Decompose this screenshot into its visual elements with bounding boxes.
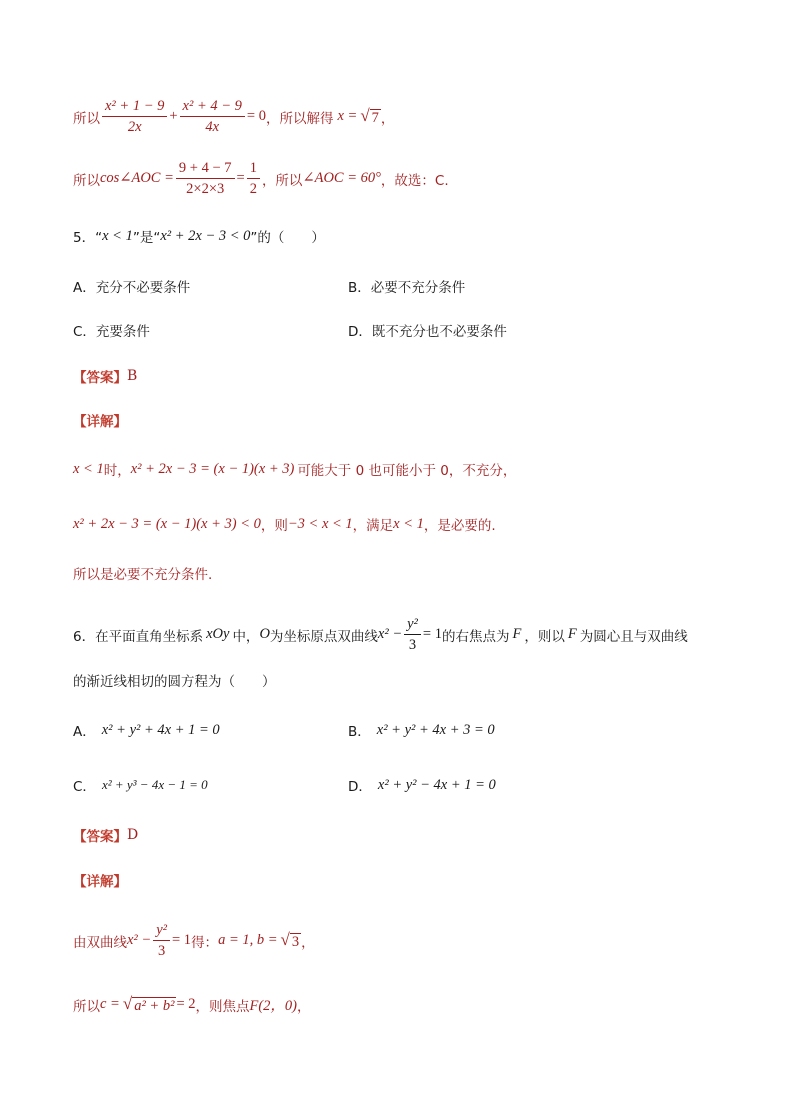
option-label: D． <box>348 779 372 795</box>
question-5-stem <box>73 226 325 246</box>
equation: = 0 <box>246 108 266 124</box>
math: xOy <box>206 626 230 642</box>
numerator: 9 + 4 − 7 <box>176 160 235 179</box>
text: ，是必要的. <box>423 518 496 534</box>
option-b <box>348 720 495 740</box>
denominator: 3 <box>157 943 166 959</box>
text: 中， <box>232 628 260 645</box>
text: 6．在平面直角坐标系 <box>73 628 204 645</box>
denominator: 2 <box>249 181 257 197</box>
fraction <box>102 98 167 135</box>
radical-icon: √ <box>360 105 370 125</box>
text: ，所以 <box>261 172 303 189</box>
square-root <box>123 995 177 1015</box>
answer-label: 【答案】 <box>73 829 127 845</box>
detail-line-3: 所以是必要不充分条件. <box>73 567 213 583</box>
option-math: x² + y² + 4x + 1 = 0 <box>101 721 220 738</box>
text: ， <box>301 934 315 951</box>
option-d <box>348 775 496 795</box>
text: ，故选：C. <box>380 172 449 189</box>
numerator: y² <box>404 616 421 635</box>
question-6-stem-line-2: 的渐近线相切的圆方程为（ ） <box>73 674 276 690</box>
solution-line-1 <box>73 98 394 135</box>
denominator: 2x <box>127 119 142 135</box>
equation: x = <box>337 108 358 124</box>
detail-line-2 <box>73 514 496 534</box>
math: x² − <box>377 626 403 642</box>
answer-line <box>73 366 137 386</box>
radical-icon: √ <box>280 929 290 949</box>
math: = 1 <box>422 626 442 642</box>
equals: = <box>236 170 245 186</box>
radicand: 7 <box>371 109 379 126</box>
question-6-stem-line-1 <box>73 616 688 653</box>
detail-line-2 <box>73 994 311 1015</box>
radicand: 3 <box>291 933 300 950</box>
text: ，则以 <box>524 628 565 645</box>
text: ，所以解得 <box>265 110 334 127</box>
text: 5．“ <box>73 230 103 246</box>
math: a = 1, b = <box>218 932 278 948</box>
text: 所以 <box>73 998 100 1015</box>
math: F(2，0) <box>249 998 298 1014</box>
math: F <box>512 626 522 642</box>
math: F <box>567 626 577 642</box>
numerator: y² <box>153 922 170 941</box>
numerator: 1 <box>247 160 260 179</box>
text: 由双曲线 <box>73 934 127 951</box>
option-math: x² + y² + 4x + 3 = 0 <box>376 721 495 738</box>
math: c = <box>100 996 120 1012</box>
text: 可能大于 0 也可能小于 0，不充分， <box>297 463 517 479</box>
option-label: B． <box>348 724 371 740</box>
math: −3 < x < 1 <box>287 515 353 532</box>
denominator: 2×2×3 <box>186 181 225 197</box>
text: 的右焦点为 <box>441 628 510 645</box>
text: ”是“ <box>132 230 161 246</box>
math: x < 1 <box>393 515 424 532</box>
text: 时， <box>103 463 131 479</box>
square-root <box>360 107 381 127</box>
option-a <box>73 720 220 740</box>
text: ，则 <box>260 518 288 534</box>
answer-value: B <box>127 368 138 384</box>
denominator: 4x <box>205 119 220 135</box>
detail-line-1 <box>73 459 516 479</box>
detail-line-1 <box>73 922 315 959</box>
equation: ∠AOC = 60° <box>302 170 381 186</box>
option-math: x² + y² − 4x + 1 = 0 <box>377 776 496 793</box>
math: x < 1 <box>102 227 133 244</box>
option-b: B．必要不充分条件 <box>348 280 466 296</box>
option-label: A． <box>73 724 96 740</box>
text: 为坐标原点双曲线 <box>269 628 378 645</box>
math: x² + 2x − 3 = (x − 1)(x + 3) < 0 <box>73 515 261 532</box>
answer-value: D <box>127 827 139 843</box>
math: x² − <box>127 932 152 948</box>
numerator: x² + 1 − 9 <box>102 98 167 117</box>
fraction <box>180 98 245 135</box>
detail-label-line <box>73 870 127 890</box>
fraction <box>247 160 260 197</box>
answer-label: 【答案】 <box>73 370 127 386</box>
text: 所以 <box>73 172 100 189</box>
denominator: 3 <box>408 637 417 653</box>
square-root <box>281 931 302 951</box>
option-c: C．充要条件 <box>73 324 150 340</box>
text: 所以 <box>73 110 100 127</box>
detail-label-line <box>73 410 127 430</box>
text: ， <box>380 110 395 127</box>
math: x < 1 <box>73 460 104 477</box>
option-label: C． <box>73 779 96 795</box>
option-d: D．既不充分也不必要条件 <box>348 324 507 340</box>
equation: cos∠AOC = <box>100 170 174 186</box>
math: = 2 <box>176 996 196 1012</box>
numerator: x² + 4 − 9 <box>180 98 245 117</box>
radicand: a² + b² <box>134 997 175 1014</box>
option-math: x² + y³ − 4x − 1 = 0 <box>101 777 208 792</box>
radical-icon: √ <box>122 993 133 1013</box>
math: O <box>259 626 270 642</box>
solution-line-2 <box>73 160 449 197</box>
text: ， <box>297 998 311 1015</box>
detail-label: 【详解】 <box>73 414 127 430</box>
plus-sign: + <box>169 108 178 124</box>
text: ”的（ ） <box>250 230 325 246</box>
fraction <box>404 616 421 653</box>
option-c <box>73 775 208 795</box>
text: 得： <box>191 934 219 951</box>
text: ，则焦点 <box>195 998 250 1015</box>
fraction <box>176 160 235 197</box>
text: ，满足 <box>352 518 394 534</box>
option-a: A．充分不必要条件 <box>73 280 191 296</box>
math: x² + 2x − 3 = (x − 1)(x + 3) <box>130 460 295 477</box>
math: = 1 <box>172 932 192 948</box>
math: x² + 2x − 3 < 0 <box>160 227 251 244</box>
answer-line <box>73 825 138 845</box>
detail-label: 【详解】 <box>73 874 127 890</box>
text: 为圆心且与双曲线 <box>579 628 688 645</box>
fraction <box>153 922 170 959</box>
